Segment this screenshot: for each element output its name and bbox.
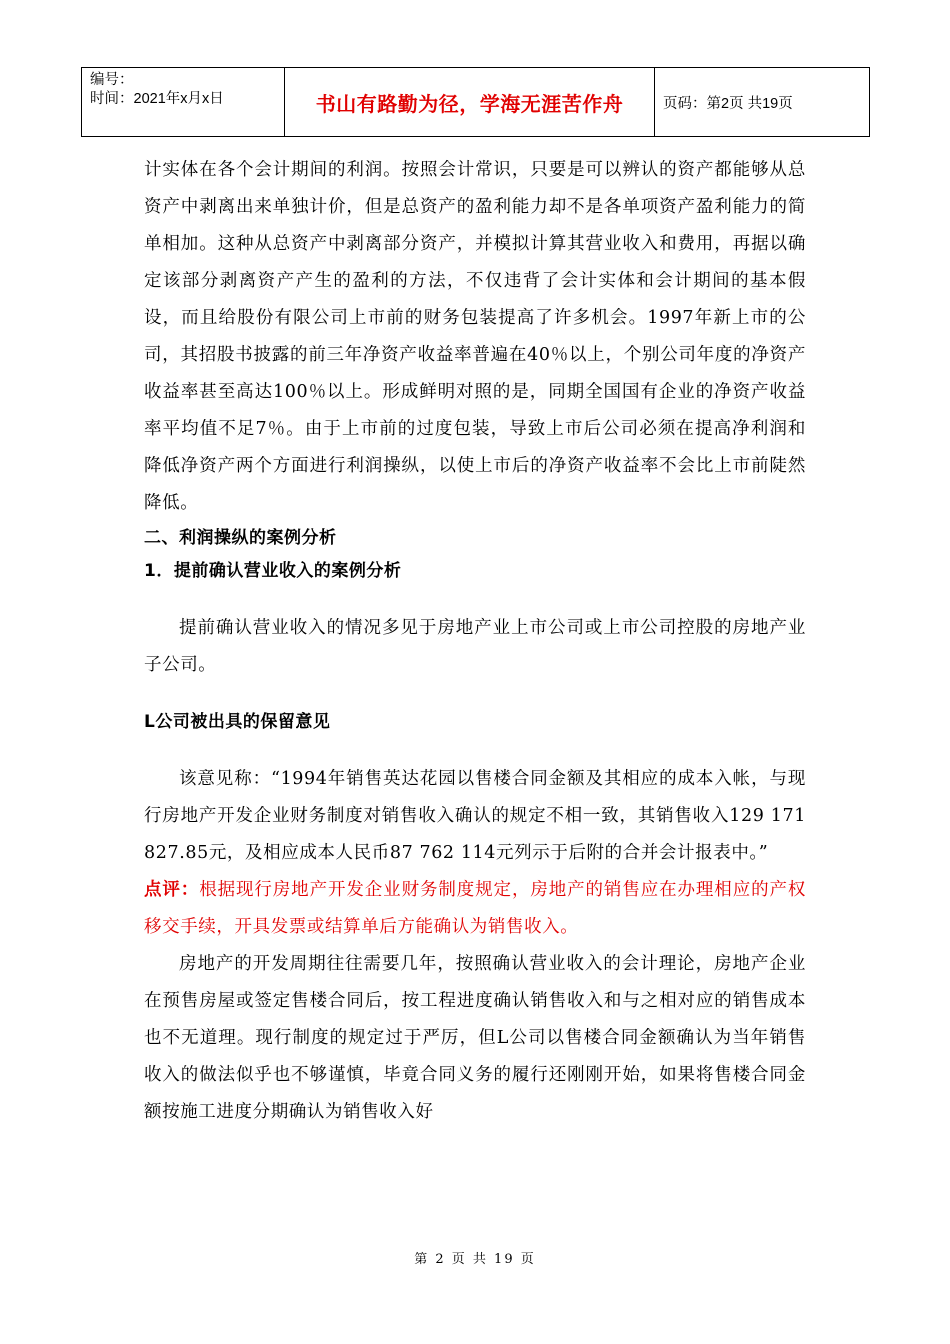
section-heading: 二、利润操纵的案例分析 xyxy=(144,528,337,548)
paragraph-1: 计实体在各个会计期间的利润。按照会计常识，只要是可以辨认的资产都能够从总资产中剥离出来单独计价，但是总资产的盈利能力却不是各单项资产盈利能力的简单相加。这种从总资产中剥离部分资产，并模拟计算其营业收入和费用，再据以确定该部分剥离资产产生的盈利的方法，不仅违背了会计实体和会计期间的基本假设，而且给股份有限公司上市前的财务包装提高了许多机会。1997年新上市的公司，其招股书披露的前三年净资产收益率普遍在40％以上，个别公司年度的净资产收益率甚至高达100％以上。形成鲜明对照的是，同期全国国有企业的净资产收益率平均值不足7％。由于上市前的过度包装，导致上市后公司必须在提高净利润和降低净资产两个方面进行利润操纵，以使上市后的净资产收益率不会比上市前陡然降低。 xyxy=(144,160,806,513)
paragraph-2: 提前确认营业收入的情况多见于房地产业上市公司或上市公司控股的房地产业子公司。 xyxy=(144,618,806,675)
page-header-table xyxy=(81,67,870,137)
page-footer: 第 2 页 共 19 页 xyxy=(414,1252,536,1267)
comment-text: 根据现行房地产开发企业财务制度规定，房地产的销售应在办理相应的产权移交手续，开具发票或结算单后方能确认为销售收入。 xyxy=(144,880,806,937)
document-number-label: 编号： xyxy=(90,72,134,88)
header-info-cell xyxy=(82,68,285,136)
document-date-label: 时间：2021年x月x日 xyxy=(90,91,224,107)
subsection-heading: 1．提前确认营业收入的案例分析 xyxy=(144,561,402,581)
comment-paragraph xyxy=(144,872,806,946)
header-motto: 书山有路勤为径，学海无涯苦作舟 xyxy=(285,68,655,136)
paragraph-3: 该意见称：“1994年销售英达花园以售楼合同金额及其相应的成本入帐，与现行房地产开发企业财务制度对销售收入确认的规定不相一致，其销售收入129 171 827.85元，及相应成本人民币87 762 114元列示于后附的合并会计报表中。” xyxy=(144,769,806,863)
header-page-number: 页码：第2页 共19页 xyxy=(663,95,793,112)
case-heading: L公司被出具的保留意见 xyxy=(144,712,331,732)
document-body xyxy=(144,152,806,1131)
comment-label: 点评： xyxy=(144,880,200,900)
paragraph-4: 房地产的开发周期往往需要几年，按照确认营业收入的会计理论，房地产企业在预售房屋或签定售楼合同后，按工程进度确认销售收入和与之相对应的销售成本也不无道理。现行制度的规定过于严厉，但L公司以售楼合同金额确认为当年销售收入的做法似乎也不够谨慎，毕竟合同义务的履行还刚刚开始，如果将售楼合同金额按施工进度分期确认为销售收入好 xyxy=(144,954,806,1122)
